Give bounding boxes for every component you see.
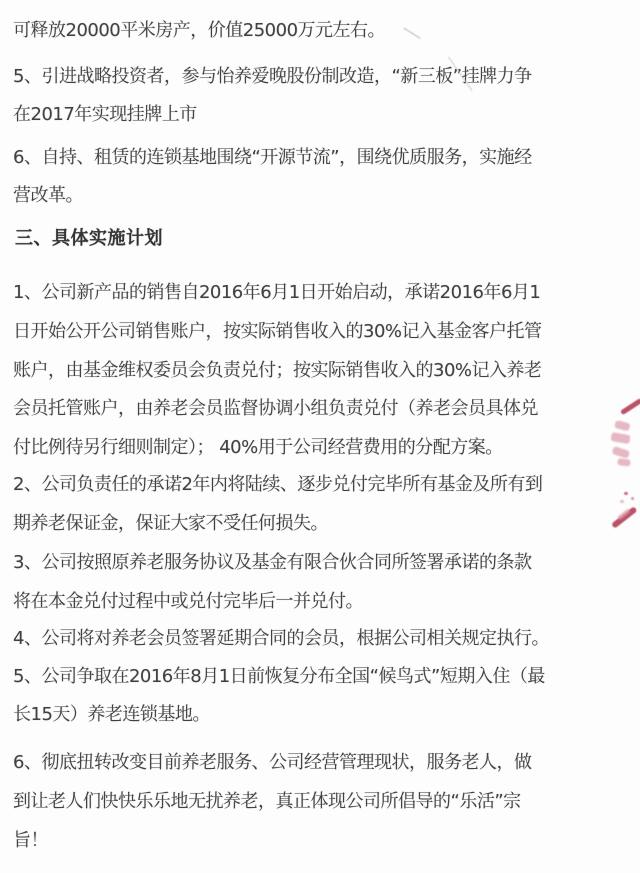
text-line: 将在本金兑付过程中或兑付完毕后一并兑付。 [13,591,363,612]
text-line: 付比例待另行细则制定）； 40%用于公司经营费用的分配方案。 [13,437,503,458]
text-line: 账户，由基金维权委员会负责兑付；按实际销售收入的30%记入养老 [13,360,542,381]
text-line: 可释放20000平米房产，价值25000万元左右。 [13,20,386,41]
text-line: 长15天）养老连锁基地。 [13,704,210,725]
text-line: 3、公司按照原养老服务协议及基金有限合伙合同所签署承诺的条款 [13,552,532,573]
red-stamp-stroke [620,398,640,415]
red-stamp-stroke [611,506,638,529]
text-line: 期养老保证金，保证大家不受任何损失。 [13,513,328,534]
text-line: 日开始公开公司销售账户，按实际销售收入的30%记入基金客户托管 [13,321,542,342]
text-line: 旨！ [13,830,48,851]
text-line: 会员托管账户，由养老会员监督协调小组负责兑付（养老会员具体兑 [13,398,538,419]
red-stamp-seal-text [610,432,630,444]
red-stamp-seal-text [614,420,630,431]
text-line: 到让老人们快快乐乐地无扰养老，真正体现公司所倡导的“乐活”宗 [13,791,521,812]
text-line: 4、公司将对养老会员签署延期合同的会员，根据公司相关规定执行。 [13,628,549,649]
text-line: 1、公司新产品的销售自2016年6月1日开始启动，承诺2016年6月1 [13,282,541,303]
red-stamp-dot [624,492,628,495]
text-line: 营改革。 [13,185,83,206]
scan-crease-mark [403,27,421,39]
section-heading: 三、具体实施计划 [15,228,163,249]
red-stamp-dot [631,497,634,500]
red-stamp-seal-text [612,446,631,459]
text-line: 6、彻底扭转改变目前养老服务、公司经营管理现状，服务老人，做 [13,752,532,773]
text-line: 在2017年实现挂牌上市 [13,104,197,125]
red-stamp-seal-text [617,458,631,467]
text-line: 5、引进战略投资者，参与怡养爱晚股份制改造，“新三板”挂牌力争 [13,66,532,87]
text-line: 6、自持、租赁的连锁基地围绕“开源节流”，围绕优质服务，实施经 [13,147,532,168]
text-line: 5、公司争取在2016年8月1日前恢复分布全国“候鸟式”短期入住（最 [13,666,545,687]
text-line: 2、公司负责任的承诺2年内将陆续、逐步兑付完毕所有基金及所有到 [13,474,543,495]
red-stamp-dot [620,500,624,503]
